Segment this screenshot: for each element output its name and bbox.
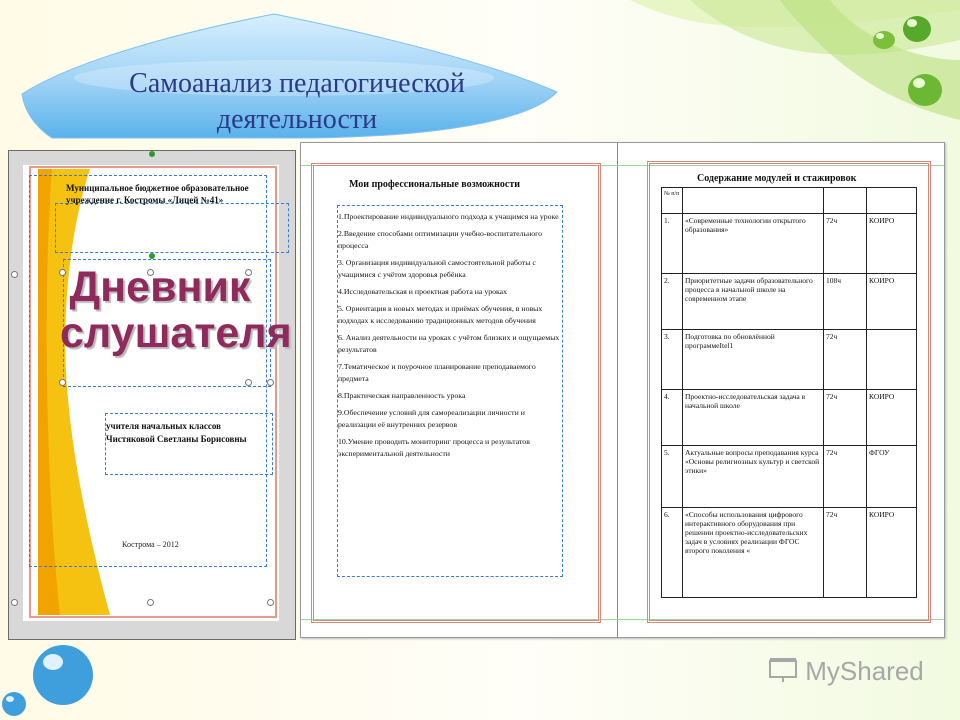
water-drop-icon <box>905 70 945 110</box>
water-drop-icon <box>28 640 98 710</box>
water-drop-icon <box>870 28 898 52</box>
resize-handle[interactable] <box>245 379 252 386</box>
table-row: 2. Приоритетные задачи образовательного процесса в начальной школе на современном этапе 108ч КОИРО <box>662 274 917 330</box>
resize-handle[interactable] <box>11 271 18 278</box>
booklet-screenshot <box>300 142 945 638</box>
list-item: 7.Тематическое и поурочное планирование преподаваемого предмета <box>338 362 536 383</box>
logo-text: MyShared <box>805 656 924 686</box>
table-row: 4. Проектно-исследовательская задача в начальной школе 72ч КОИРО <box>662 390 917 446</box>
list-item: 10.Умение проводить мониторинг процесса и результатов экспериментальной деятельности <box>338 437 530 458</box>
booklet-fold <box>617 143 618 637</box>
left-page-heading: Мои профессиональные возможности <box>349 179 521 190</box>
resize-handle[interactable] <box>59 379 66 386</box>
list-item: 5. Ориентация в новых методах и приёмах обучения, в новых подходах к исследованию традиционных методов обучения <box>338 304 543 325</box>
table-header-row <box>662 188 917 214</box>
cover-title: Дневник слушателя <box>60 263 292 357</box>
cover-city-year: Кострома – 2012 <box>122 540 179 549</box>
table-row: 3. Подготовка по обновлённой программеItel1 72ч <box>662 330 917 390</box>
resize-handle[interactable] <box>147 599 154 606</box>
list-item: 1.Проектирование индивидуального подхода к учащимся на уроке <box>338 212 559 221</box>
resize-handle[interactable] <box>267 379 274 386</box>
selection-box <box>29 175 292 567</box>
list-item: 4.Исследовательская и проектная работа на уроках <box>338 287 508 296</box>
rotate-handle[interactable] <box>149 253 155 259</box>
table-row: 1. «Современные технологии открытого образования» 72ч КОИРО <box>662 214 917 274</box>
title-banner <box>12 12 560 148</box>
water-drop-icon <box>900 12 934 46</box>
capabilities-list <box>338 211 562 465</box>
cover-organization: Муниципальное бюджетное образовательное учреждение г. Костромы «Лицей №41» <box>66 183 249 205</box>
title-line-2: деятельности <box>216 104 378 135</box>
resize-handle[interactable] <box>11 599 18 606</box>
list-item: 8.Практическая направленность урока <box>338 391 466 400</box>
presentation-icon <box>768 657 798 683</box>
resize-handle[interactable] <box>267 599 274 606</box>
myshared-logo <box>768 656 924 687</box>
cover-teacher: учителя начальных классов Чистяковой Светланы Борисовны <box>106 421 247 444</box>
list-item: 9.Обеспечение условий для самореализации личности и реализации её внутренних резервов <box>338 408 525 429</box>
title-line-1: Самоанализ педагогической <box>129 68 465 99</box>
diary-cover-screenshot <box>8 150 296 640</box>
table-row: 6. «Способы использования цифрового интерактивного оборудования при решении проектно-исследовательских задач в условиях реализации ФГОС второго поколения « 72ч КОИРО <box>662 508 917 598</box>
table-row: 5. Актуальные вопросы преподавания курса «Основы религиозных культур и светской этики» 72ч ФГОУ <box>662 446 917 508</box>
list-item: 2.Введение способами оптимизации учебно-воспитательного процесса <box>338 229 543 250</box>
rotate-handle[interactable] <box>149 151 155 157</box>
right-page-heading: Содержание модулей и стажировок <box>697 173 857 184</box>
list-item: 6. Анализ деятельности на уроках с учётом близких и ощущаемых результатов <box>338 333 560 354</box>
modules-table <box>661 187 917 598</box>
table-header-cell: № п/п <box>662 188 683 214</box>
water-drop-icon <box>0 690 28 718</box>
list-item: 3. Организация индивидуальной самостоятельной работы с учащимися с учётом здоровья ребёнка <box>338 258 536 279</box>
